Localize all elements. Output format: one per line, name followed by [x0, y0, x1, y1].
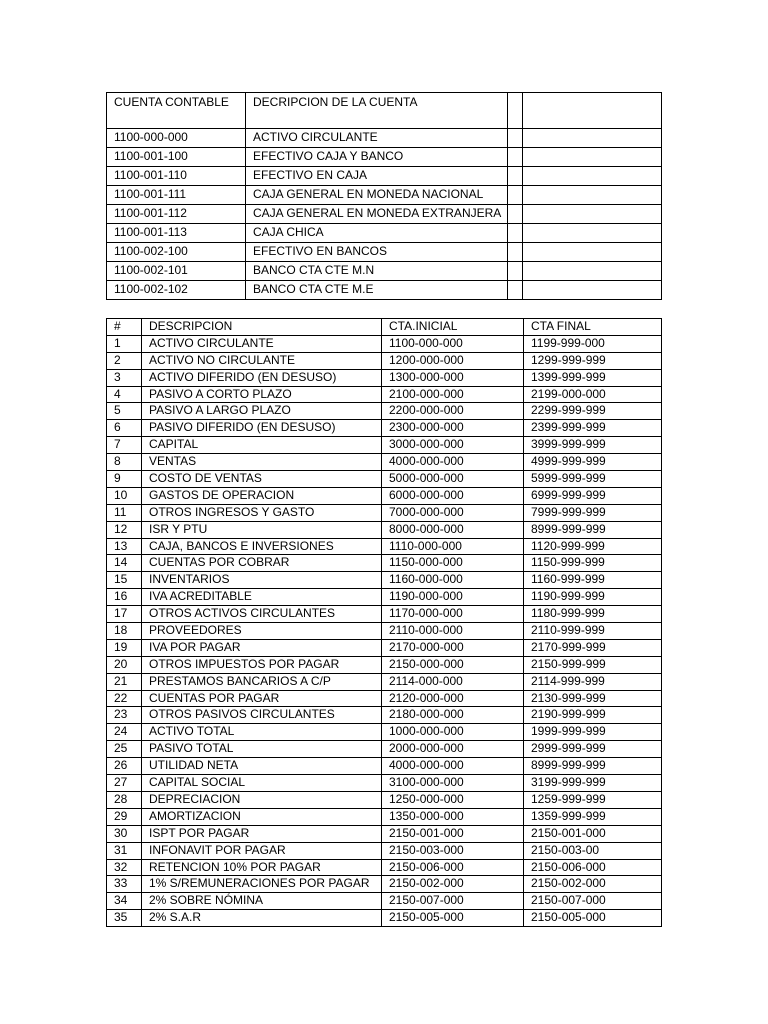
table-row — [107, 606, 662, 623]
initial-account-cell: 2120-000-000 — [382, 690, 524, 707]
column-header: CTA.INICIAL — [382, 319, 524, 336]
table-row — [107, 741, 662, 758]
table-row — [107, 758, 662, 775]
row-number-cell: 14 — [107, 555, 142, 572]
final-account-cell: 5999-999-999 — [524, 471, 662, 488]
row-number-cell: 19 — [107, 639, 142, 656]
final-account-cell: 8999-999-999 — [524, 521, 662, 538]
final-account-cell: 1199-999-000 — [524, 335, 662, 352]
table-row — [107, 403, 662, 420]
account-description-cell: ACTIVO CIRCULANTE — [246, 129, 508, 148]
final-account-cell: 2190-999-999 — [524, 707, 662, 724]
initial-account-cell: 1170-000-000 — [382, 606, 524, 623]
column-header: DESCRIPCION — [142, 319, 382, 336]
empty-cell — [523, 186, 662, 205]
description-cell: VENTAS — [142, 454, 382, 471]
row-number-cell: 17 — [107, 606, 142, 623]
initial-account-cell: 1300-000-000 — [382, 369, 524, 386]
table-row — [107, 572, 662, 589]
table-row — [107, 471, 662, 488]
description-cell: CAJA, BANCOS E INVERSIONES — [142, 538, 382, 555]
empty-cell — [523, 205, 662, 224]
description-cell: PASIVO A CORTO PLAZO — [142, 386, 382, 403]
column-header: CTA FINAL — [524, 319, 662, 336]
table-row — [107, 224, 662, 243]
table-row — [107, 129, 662, 148]
empty-cell — [523, 224, 662, 243]
description-cell: ISR Y PTU — [142, 521, 382, 538]
final-account-cell: 2299-999-999 — [524, 403, 662, 420]
table-row — [107, 623, 662, 640]
row-number-cell: 22 — [107, 690, 142, 707]
row-number-cell: 34 — [107, 893, 142, 910]
final-account-cell: 1180-999-999 — [524, 606, 662, 623]
initial-account-cell: 7000-000-000 — [382, 504, 524, 521]
account-code-cell: 1100-002-102 — [107, 281, 246, 300]
initial-account-cell: 2170-000-000 — [382, 639, 524, 656]
initial-account-cell: 2300-000-000 — [382, 420, 524, 437]
initial-account-cell: 2150-006-000 — [382, 859, 524, 876]
account-description-cell: CAJA GENERAL EN MONEDA EXTRANJERA — [246, 205, 508, 224]
final-account-cell: 2150-003-00 — [524, 842, 662, 859]
empty-cell — [523, 262, 662, 281]
table-header-row — [107, 93, 662, 129]
description-cell: INVENTARIOS — [142, 572, 382, 589]
empty-cell — [508, 205, 523, 224]
final-account-cell: 2150-007-000 — [524, 893, 662, 910]
final-account-cell: 1259-999-999 — [524, 791, 662, 808]
account-description-cell: CAJA CHICA — [246, 224, 508, 243]
account-description-cell: EFECTIVO EN BANCOS — [246, 243, 508, 262]
table-row — [107, 791, 662, 808]
description-cell: ACTIVO TOTAL — [142, 724, 382, 741]
final-account-cell: 2150-005-000 — [524, 910, 662, 927]
account-code-cell: 1100-001-111 — [107, 186, 246, 205]
row-number-cell: 27 — [107, 775, 142, 792]
table-row — [107, 876, 662, 893]
table-row — [107, 910, 662, 927]
description-cell: DEPRECIACION — [142, 791, 382, 808]
final-account-cell: 2150-006-000 — [524, 859, 662, 876]
final-account-cell: 2399-999-999 — [524, 420, 662, 437]
final-account-cell: 2150-999-999 — [524, 656, 662, 673]
row-number-cell: 18 — [107, 623, 142, 640]
initial-account-cell: 2200-000-000 — [382, 403, 524, 420]
account-catalog-table — [106, 92, 662, 300]
column-header: DECRIPCION DE LA CUENTA — [246, 93, 508, 129]
description-cell: OTROS PASIVOS CIRCULANTES — [142, 707, 382, 724]
empty-cell — [523, 148, 662, 167]
initial-account-cell: 2150-000-000 — [382, 656, 524, 673]
account-ranges-table — [106, 318, 662, 927]
final-account-cell: 2130-999-999 — [524, 690, 662, 707]
initial-account-cell: 4000-000-000 — [382, 758, 524, 775]
account-code-cell: 1100-000-000 — [107, 129, 246, 148]
final-account-cell: 1299-999-999 — [524, 352, 662, 369]
initial-account-cell: 1190-000-000 — [382, 589, 524, 606]
initial-account-cell: 2150-007-000 — [382, 893, 524, 910]
final-account-cell: 1359-999-999 — [524, 808, 662, 825]
final-account-cell: 1999-999-999 — [524, 724, 662, 741]
empty-cell — [508, 186, 523, 205]
final-account-cell: 3199-999-999 — [524, 775, 662, 792]
table-row — [107, 437, 662, 454]
row-number-cell: 26 — [107, 758, 142, 775]
final-account-cell: 6999-999-999 — [524, 487, 662, 504]
row-number-cell: 20 — [107, 656, 142, 673]
account-code-cell: 1100-002-101 — [107, 262, 246, 281]
description-cell: 2% S.A.R — [142, 910, 382, 927]
description-cell: PROVEEDORES — [142, 623, 382, 640]
initial-account-cell: 1150-000-000 — [382, 555, 524, 572]
table-row — [107, 281, 662, 300]
initial-account-cell: 2180-000-000 — [382, 707, 524, 724]
column-header: # — [107, 319, 142, 336]
account-code-cell: 1100-001-113 — [107, 224, 246, 243]
table-header-row — [107, 319, 662, 336]
account-code-cell: 1100-001-112 — [107, 205, 246, 224]
table-row — [107, 673, 662, 690]
table-row — [107, 205, 662, 224]
account-description-cell: EFECTIVO CAJA Y BANCO — [246, 148, 508, 167]
table-row — [107, 775, 662, 792]
table-row — [107, 487, 662, 504]
initial-account-cell: 4000-000-000 — [382, 454, 524, 471]
description-cell: GASTOS DE OPERACION — [142, 487, 382, 504]
table-row — [107, 369, 662, 386]
final-account-cell: 8999-999-999 — [524, 758, 662, 775]
table-row — [107, 538, 662, 555]
table-row — [107, 842, 662, 859]
initial-account-cell: 2150-001-000 — [382, 825, 524, 842]
row-number-cell: 24 — [107, 724, 142, 741]
final-account-cell: 1399-999-999 — [524, 369, 662, 386]
row-number-cell: 6 — [107, 420, 142, 437]
initial-account-cell: 5000-000-000 — [382, 471, 524, 488]
description-cell: CUENTAS POR PAGAR — [142, 690, 382, 707]
table-row — [107, 262, 662, 281]
initial-account-cell: 1100-000-000 — [382, 335, 524, 352]
table-row — [107, 639, 662, 656]
row-number-cell: 28 — [107, 791, 142, 808]
account-description-cell: EFECTIVO EN CAJA — [246, 167, 508, 186]
table-row — [107, 454, 662, 471]
account-description-cell: BANCO CTA CTE M.N — [246, 262, 508, 281]
empty-cell — [508, 243, 523, 262]
initial-account-cell: 8000-000-000 — [382, 521, 524, 538]
account-code-cell: 1100-001-100 — [107, 148, 246, 167]
final-account-cell: 2170-999-999 — [524, 639, 662, 656]
table-row — [107, 420, 662, 437]
row-number-cell: 33 — [107, 876, 142, 893]
description-cell: ACTIVO CIRCULANTE — [142, 335, 382, 352]
final-account-cell: 2110-999-999 — [524, 623, 662, 640]
initial-account-cell: 1200-000-000 — [382, 352, 524, 369]
final-account-cell: 7999-999-999 — [524, 504, 662, 521]
empty-cell — [523, 281, 662, 300]
final-account-cell: 4999-999-999 — [524, 454, 662, 471]
table-row — [107, 656, 662, 673]
description-cell: IVA ACREDITABLE — [142, 589, 382, 606]
table-row — [107, 335, 662, 352]
empty-cell — [508, 148, 523, 167]
row-number-cell: 23 — [107, 707, 142, 724]
description-cell: ISPT POR PAGAR — [142, 825, 382, 842]
column-header — [523, 93, 662, 129]
row-number-cell: 13 — [107, 538, 142, 555]
final-account-cell: 1150-999-999 — [524, 555, 662, 572]
description-cell: COSTO DE VENTAS — [142, 471, 382, 488]
account-code-cell: 1100-001-110 — [107, 167, 246, 186]
description-cell: PASIVO DIFERIDO (EN DESUSO) — [142, 420, 382, 437]
row-number-cell: 21 — [107, 673, 142, 690]
row-number-cell: 5 — [107, 403, 142, 420]
row-number-cell: 16 — [107, 589, 142, 606]
final-account-cell: 2150-001-000 — [524, 825, 662, 842]
final-account-cell: 2199-000-000 — [524, 386, 662, 403]
account-code-cell: 1100-002-100 — [107, 243, 246, 262]
initial-account-cell: 1000-000-000 — [382, 724, 524, 741]
description-cell: 2% SOBRE NÓMINA — [142, 893, 382, 910]
initial-account-cell: 2000-000-000 — [382, 741, 524, 758]
description-cell: CAPITAL SOCIAL — [142, 775, 382, 792]
description-cell: OTROS IMPUESTOS POR PAGAR — [142, 656, 382, 673]
initial-account-cell: 1110-000-000 — [382, 538, 524, 555]
final-account-cell: 1160-999-999 — [524, 572, 662, 589]
description-cell: IVA POR PAGAR — [142, 639, 382, 656]
final-account-cell: 1190-999-999 — [524, 589, 662, 606]
empty-cell — [508, 281, 523, 300]
account-description-cell: BANCO CTA CTE M.E — [246, 281, 508, 300]
final-account-cell: 2999-999-999 — [524, 741, 662, 758]
initial-account-cell: 3100-000-000 — [382, 775, 524, 792]
initial-account-cell: 1160-000-000 — [382, 572, 524, 589]
row-number-cell: 8 — [107, 454, 142, 471]
table-row — [107, 167, 662, 186]
final-account-cell: 2114-999-999 — [524, 673, 662, 690]
row-number-cell: 3 — [107, 369, 142, 386]
initial-account-cell: 6000-000-000 — [382, 487, 524, 504]
table-row — [107, 893, 662, 910]
table-row — [107, 352, 662, 369]
description-cell: RETENCION 10% POR PAGAR — [142, 859, 382, 876]
final-account-cell: 2150-002-000 — [524, 876, 662, 893]
description-cell: UTILIDAD NETA — [142, 758, 382, 775]
initial-account-cell: 2114-000-000 — [382, 673, 524, 690]
description-cell: OTROS INGRESOS Y GASTO — [142, 504, 382, 521]
table-row — [107, 386, 662, 403]
row-number-cell: 12 — [107, 521, 142, 538]
empty-cell — [508, 224, 523, 243]
description-cell: ACTIVO NO CIRCULANTE — [142, 352, 382, 369]
empty-cell — [508, 129, 523, 148]
table-row — [107, 808, 662, 825]
initial-account-cell: 2150-005-000 — [382, 910, 524, 927]
initial-account-cell: 2110-000-000 — [382, 623, 524, 640]
empty-cell — [523, 167, 662, 186]
table-row — [107, 589, 662, 606]
row-number-cell: 7 — [107, 437, 142, 454]
initial-account-cell: 3000-000-000 — [382, 437, 524, 454]
empty-cell — [523, 243, 662, 262]
table-row — [107, 148, 662, 167]
row-number-cell: 32 — [107, 859, 142, 876]
column-header — [508, 93, 523, 129]
description-cell: PRESTAMOS BANCARIOS A C/P — [142, 673, 382, 690]
description-cell: CAPITAL — [142, 437, 382, 454]
final-account-cell: 1120-999-999 — [524, 538, 662, 555]
description-cell: PASIVO A LARGO PLAZO — [142, 403, 382, 420]
initial-account-cell: 2150-003-000 — [382, 842, 524, 859]
description-cell: OTROS ACTIVOS CIRCULANTES — [142, 606, 382, 623]
row-number-cell: 11 — [107, 504, 142, 521]
row-number-cell: 35 — [107, 910, 142, 927]
row-number-cell: 30 — [107, 825, 142, 842]
initial-account-cell: 2150-002-000 — [382, 876, 524, 893]
table-row — [107, 825, 662, 842]
row-number-cell: 31 — [107, 842, 142, 859]
table-row — [107, 243, 662, 262]
initial-account-cell: 2100-000-000 — [382, 386, 524, 403]
empty-cell — [508, 262, 523, 281]
table-row — [107, 555, 662, 572]
description-cell: 1% S/REMUNERACIONES POR PAGAR — [142, 876, 382, 893]
table-row — [107, 859, 662, 876]
table-row — [107, 186, 662, 205]
initial-account-cell: 1350-000-000 — [382, 808, 524, 825]
table-row — [107, 521, 662, 538]
description-cell: INFONAVIT POR PAGAR — [142, 842, 382, 859]
description-cell: AMORTIZACION — [142, 808, 382, 825]
table-row — [107, 724, 662, 741]
description-cell: CUENTAS POR COBRAR — [142, 555, 382, 572]
row-number-cell: 29 — [107, 808, 142, 825]
description-cell: PASIVO TOTAL — [142, 741, 382, 758]
table-row — [107, 690, 662, 707]
row-number-cell: 9 — [107, 471, 142, 488]
table-row — [107, 504, 662, 521]
table-row — [107, 707, 662, 724]
empty-cell — [508, 167, 523, 186]
row-number-cell: 2 — [107, 352, 142, 369]
row-number-cell: 1 — [107, 335, 142, 352]
row-number-cell: 10 — [107, 487, 142, 504]
empty-cell — [523, 129, 662, 148]
final-account-cell: 3999-999-999 — [524, 437, 662, 454]
initial-account-cell: 1250-000-000 — [382, 791, 524, 808]
row-number-cell: 25 — [107, 741, 142, 758]
row-number-cell: 4 — [107, 386, 142, 403]
description-cell: ACTIVO DIFERIDO (EN DESUSO) — [142, 369, 382, 386]
column-header: CUENTA CONTABLE — [107, 93, 246, 129]
account-description-cell: CAJA GENERAL EN MONEDA NACIONAL — [246, 186, 508, 205]
row-number-cell: 15 — [107, 572, 142, 589]
